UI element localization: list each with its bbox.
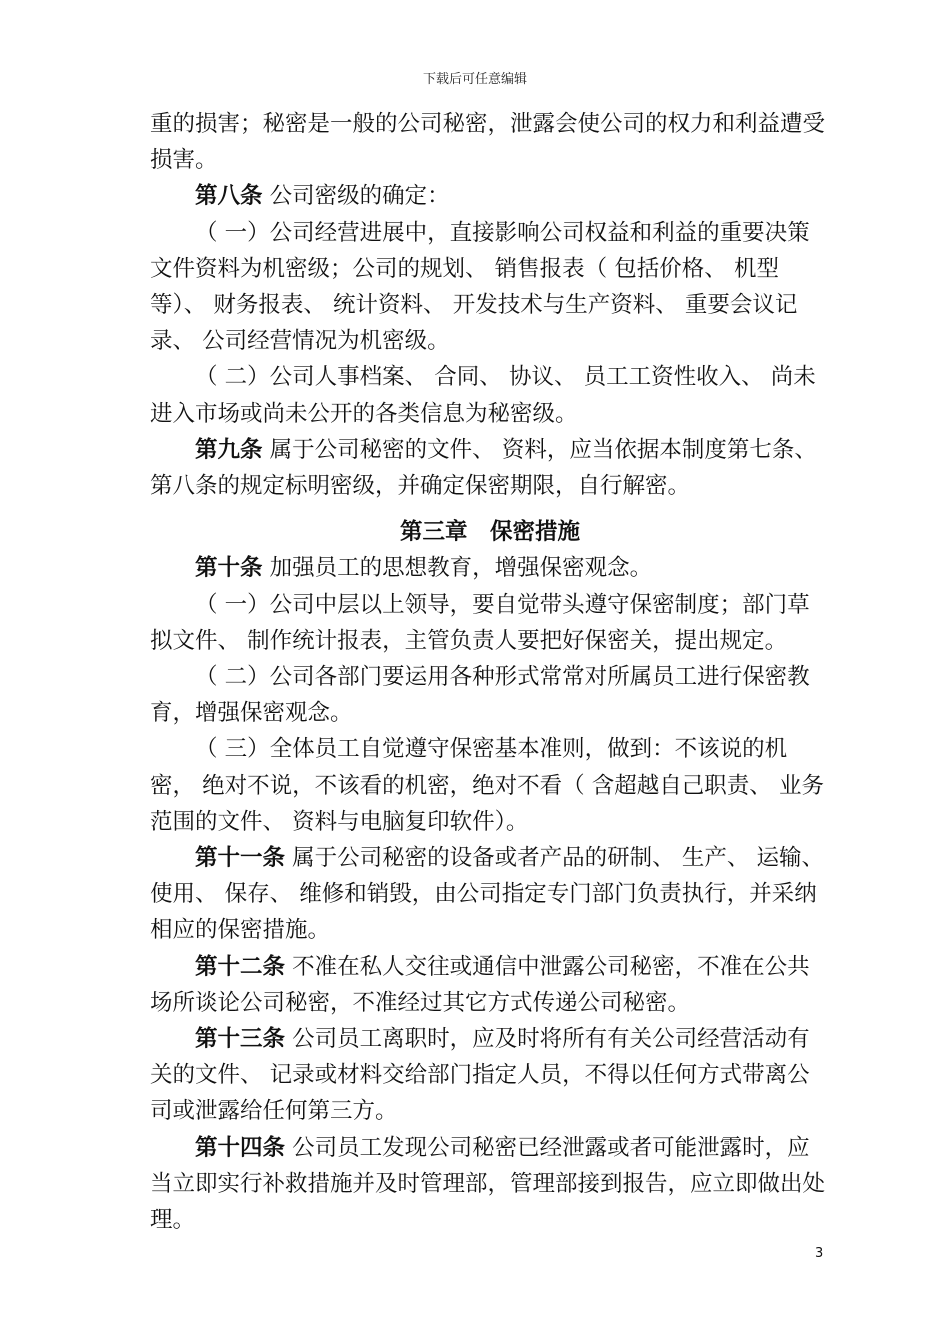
article-8 [150, 178, 830, 214]
document-body [150, 106, 830, 1238]
paragraph-text: 公司员工离职时，应及时将所有有关公司经营活动有关的文件、 记录或材料交给部门指定人员，不得以任何方式带离公司或泄露给任何第三方。 [150, 1026, 810, 1125]
paragraph-text: （ 一）公司经营进展中，直接影响公司权益和利益的重要决策文件资料为机密级；公司的规划、 销售报表（ 包括价格、 机型等）、 财务报表、 统计资料、 开发技术与生产资料、 重要会议记录、 公司经营情况为机密级。 [150, 219, 810, 355]
article-label: 第十一条 [195, 845, 286, 872]
article-label: 第八条 [195, 183, 263, 210]
paragraph-text: （ 三）全体员工自觉遵守保密基本准则，做到：不该说的机密， 绝对不说，不该看的机密，绝对不看（ 含超越自己职责、 业务范围的文件、 资料与电脑复印软件）。 [150, 736, 824, 835]
paragraph-text: （ 一）公司中层以上领导，要自觉带头遵守保密制度；部门草拟文件、 制作统计报表，主管负责人要把好保密关，提出规定。 [150, 591, 810, 654]
article-11 [150, 840, 830, 949]
article-label: 第九条 [195, 436, 263, 463]
chapter-title: 第三章 保密措施 [399, 519, 580, 546]
clause [150, 215, 830, 360]
paragraph-text: 公司员工发现公司秘密已经泄露或者可能泄露时，应当立即实行补救措施并及时管理部，管理部接到报告，应立即做出处理。 [150, 1134, 826, 1234]
clause [150, 587, 830, 659]
paragraph-text: 公司密级的确定： [262, 183, 450, 210]
article-label: 第十二条 [195, 953, 286, 980]
article-14 [150, 1130, 830, 1239]
article-9 [150, 432, 830, 504]
paragraph-text: 加强员工的思想教育，增强保密观念。 [262, 555, 653, 582]
page-number: 3 [815, 1246, 824, 1261]
article-13 [150, 1021, 830, 1130]
article-label: 第十条 [195, 555, 263, 582]
paragraph-text: 属于公司秘密的设备或者产品的研制、 生产、 运输、 使用、 保存、 维修和销毁，由公司指定专门部门负责执行，并采纳相应的保密措施。 [150, 845, 832, 944]
article-label: 第十三条 [195, 1026, 286, 1053]
article-10 [150, 550, 830, 586]
article-12 [150, 949, 830, 1021]
paragraph-text: （ 二）公司人事档案、 合同、 协议、 员工工资性收入、 尚未进入市场或尚未公开的各类信息为秘密级。 [150, 364, 816, 427]
article-label: 第十四条 [195, 1134, 286, 1161]
paragraph-text: 重的损害；秘密是一般的公司秘密，泄露会使公司的权力和利益遭受损害。 [150, 111, 826, 174]
clause [150, 359, 830, 431]
paragraph-text: 不准在私人交往或通信中泄露公司秘密，不准在公共场所谈论公司秘密，不准经过其它方式传递公司秘密。 [150, 953, 810, 1016]
paragraph-text: （ 二）公司各部门要运用各种形式常常对所属员工进行保密教育，增强保密观念。 [150, 664, 810, 727]
clause [150, 731, 830, 840]
paragraph-text: 属于公司秘密的文件、 资料，应当依据本制度第七条、 第八条的规定标明密级，并确定保密期限，自行解密。 [150, 436, 824, 500]
page-header: 下载后可任意编辑 [422, 72, 527, 87]
clause [150, 659, 830, 731]
paragraph [150, 106, 830, 178]
